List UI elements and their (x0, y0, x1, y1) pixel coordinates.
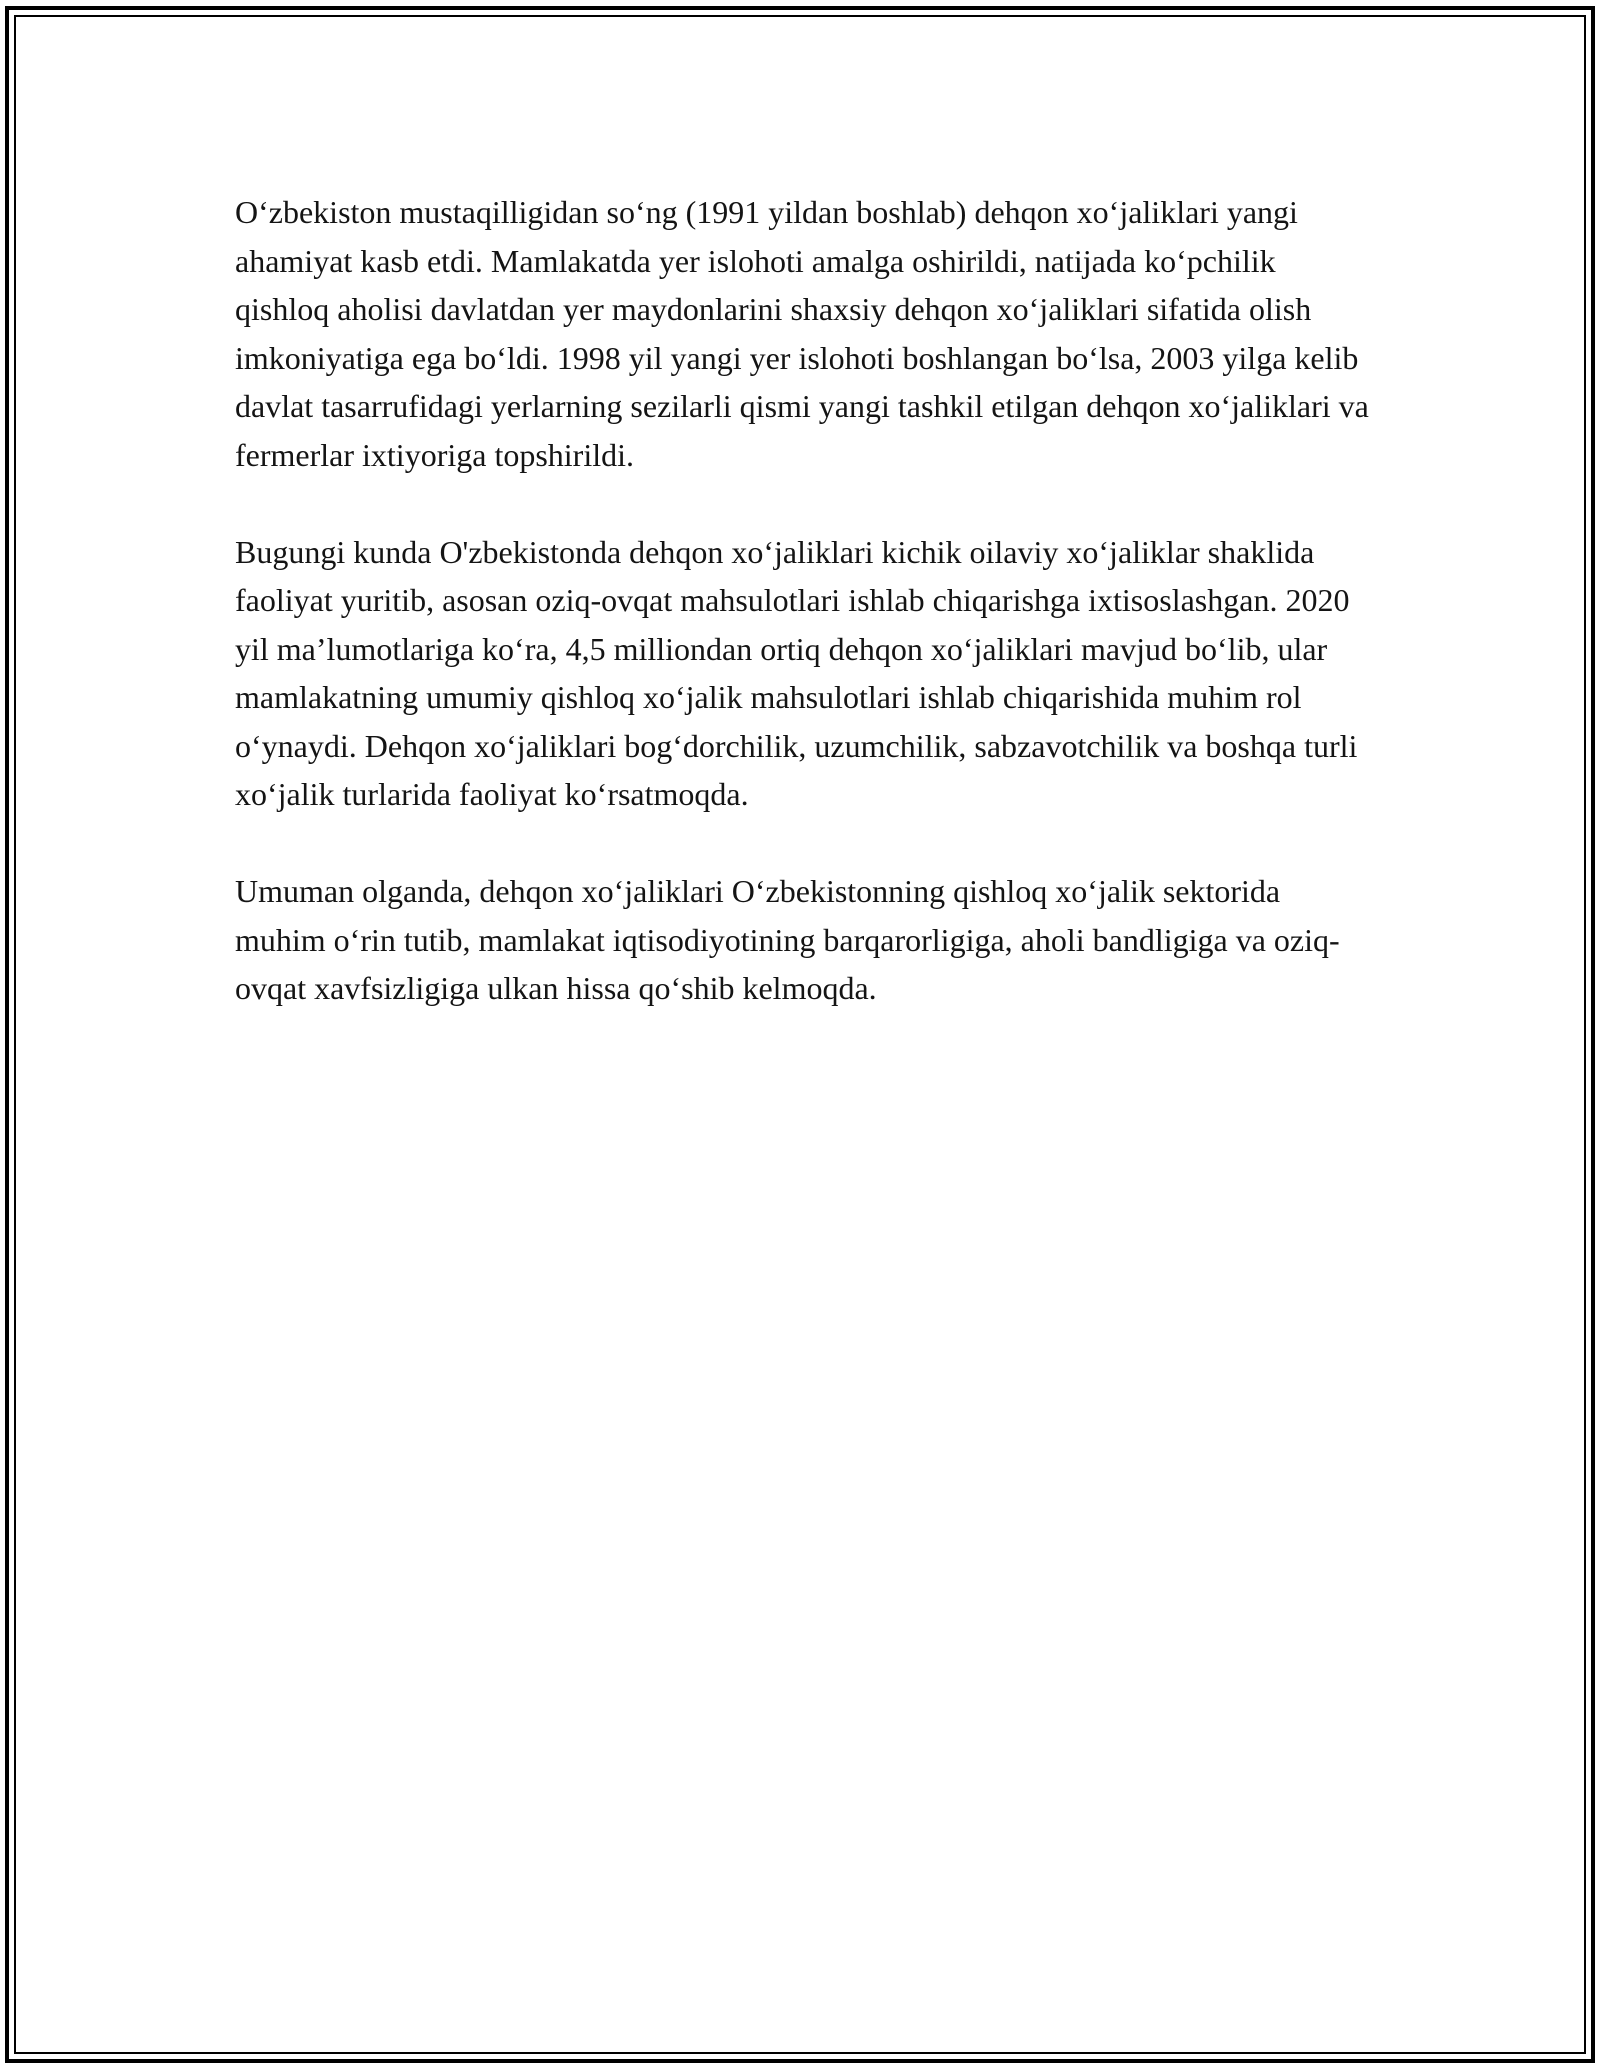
paragraph-2: Bugungi kunda O'zbekistonda dehqon xo‘jaliklari kichik oilaviy xo‘jaliklar shaklida faoliyat yuritib, asosan oziq-ovqat mahsulotlari ishlab chiqarishga ixtisoslashgan. 2020 yil ma’lumotlariga ko‘ra, 4,5 milliondan ortiq dehqon xo‘jaliklari mavjud bo‘lib, ular mamlakatning umumiy qishloq xo‘jalik mahsulotlari ishlab chiqarishida muhim rol o‘ynaydi. Dehqon xo‘jaliklari bog‘dorchilik, uzumchilik, sabzavotchilik va boshqa turli xo‘jalik turlarida faoliyat ko‘rsatmoqda. (235, 533, 1358, 812)
paragraph-3: Umuman olganda, dehqon xo‘jaliklari O‘zbekistonning qishloq xo‘jalik sektorida muhim o‘rin tutib, mamlakat iqtisodiyotining barqarorligiga, aholi bandligiga va oziq-ovqat xavfsizligiga ulkan hissa qo‘shib kelmoqda. (235, 873, 1340, 1006)
paragraph-1: O‘zbekiston mustaqilligidan so‘ng (1991 yildan boshlab) dehqon xo‘jaliklari yangi ahamiyat kasb etdi. Mamlakatda yer islohoti amalga oshirildi, natijada ko‘pchilik qishloq aholisi davlatdan yer maydonlarini shaxsiy dehqon xo‘jaliklari sifatida olish imkoniyatiga ega bo‘ldi. 1998 yil yangi yer islohoti boshlangan bo‘lsa, 2003 yilga kelib davlat tasarrufidagi yerlarning sezilarli qismi yangi tashkil etilgan dehqon xo‘jaliklari va fermerlar ixtiyoriga topshirildi. (235, 194, 1369, 473)
document-body (235, 188, 1375, 1061)
